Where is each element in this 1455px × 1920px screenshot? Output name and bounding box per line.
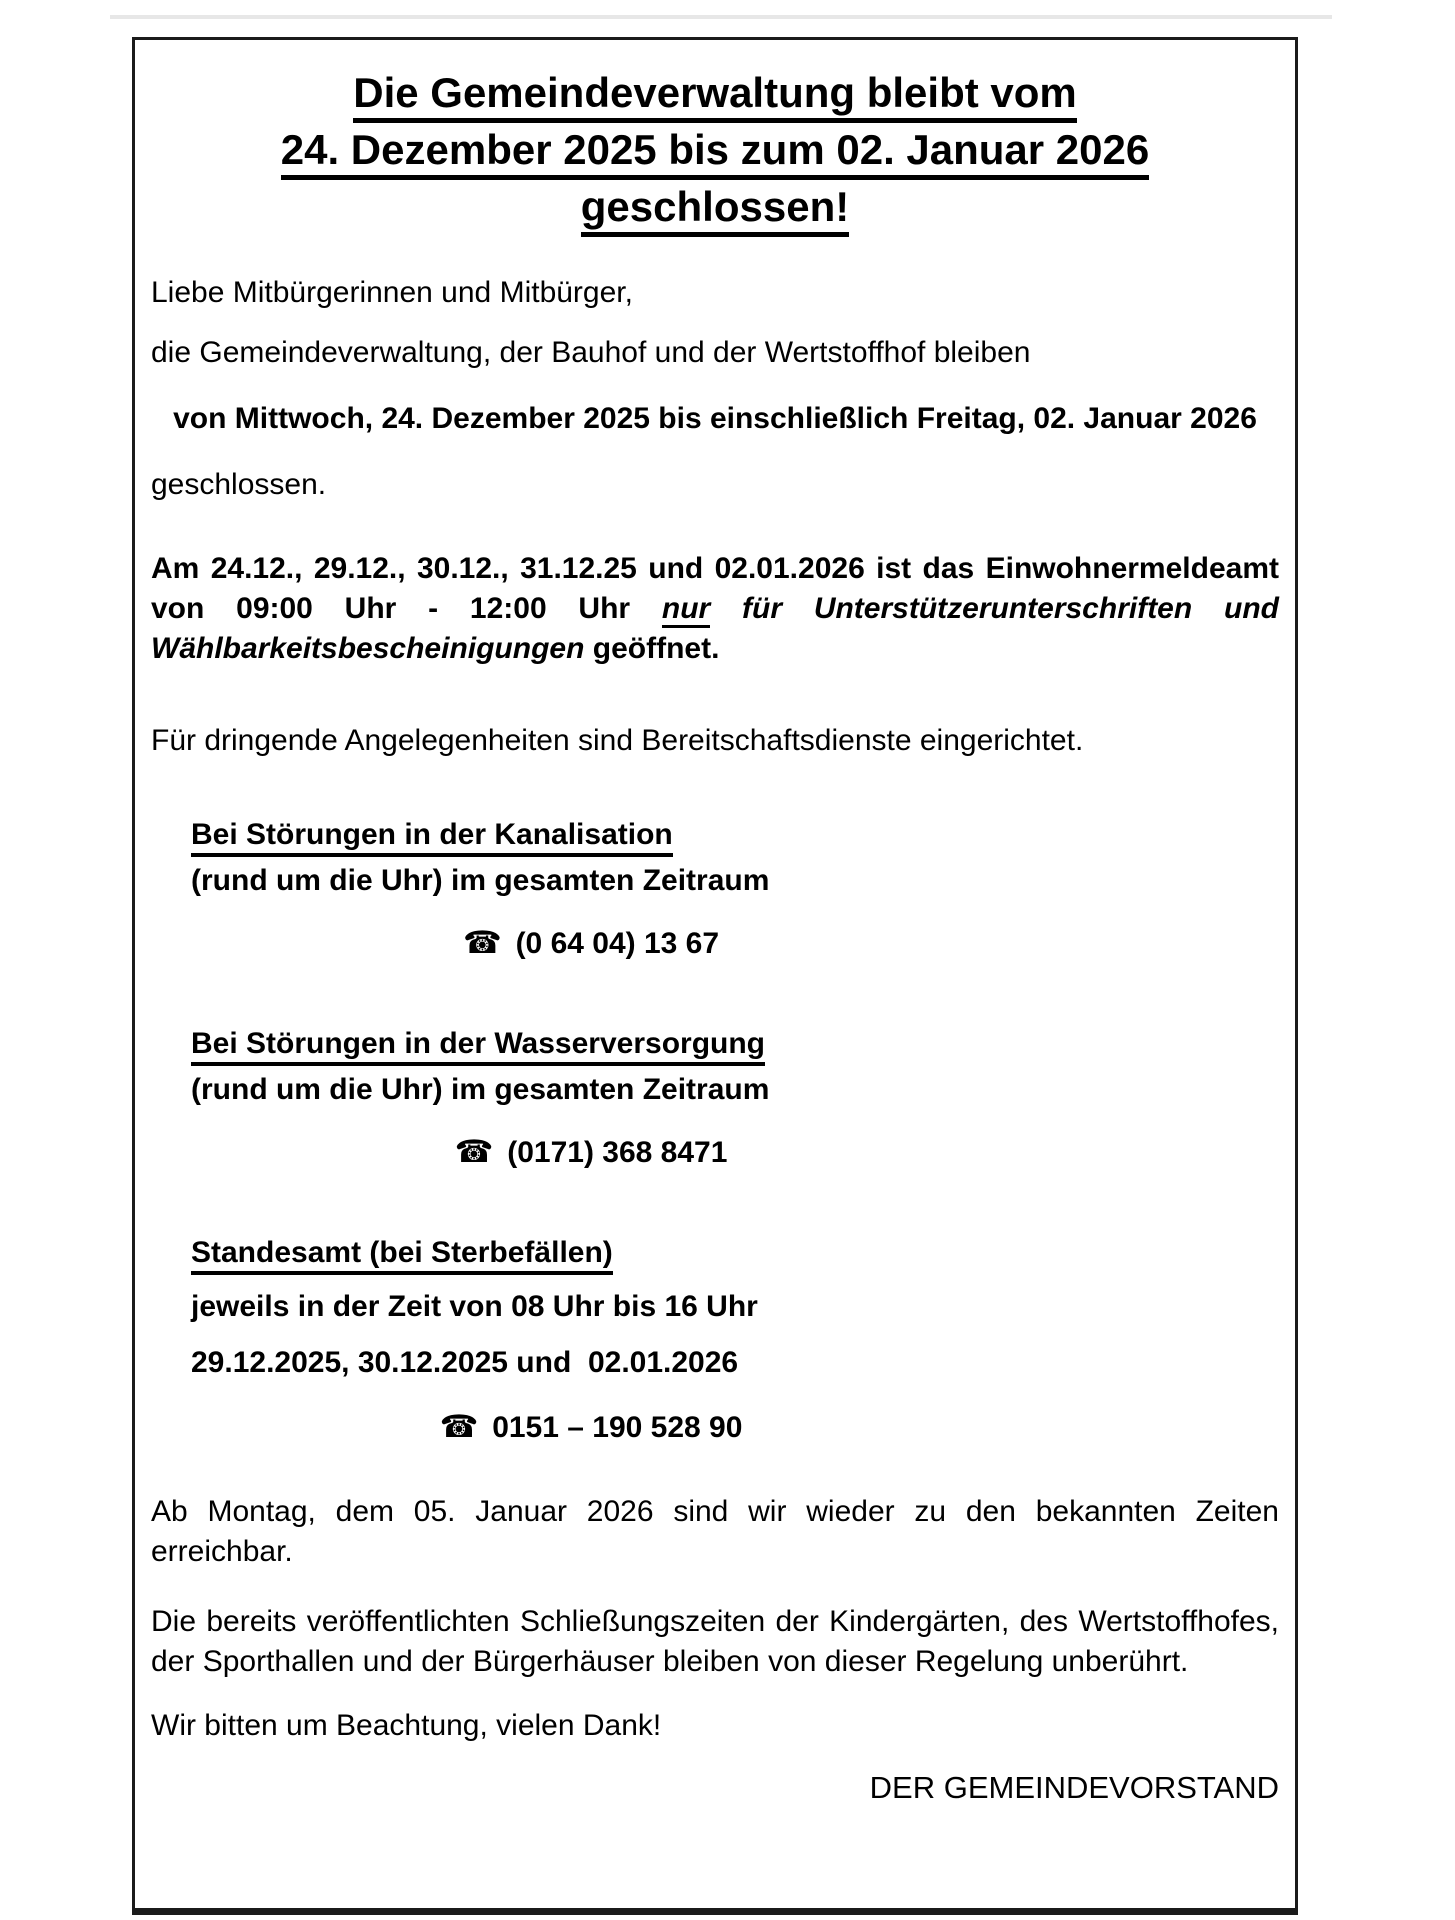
reopening-notice: Ab Montag, dem 05. Januar 2026 sind wir wieder zu den bekannten Zeiten erreichbar. [151, 1495, 1279, 1568]
meldeamt-services-emphasis: Unterstützerunterschriften und Wählbarkeitsbescheinigungen [151, 592, 1279, 665]
phone-line [191, 921, 991, 966]
closed-statement: geschlossen. [151, 468, 327, 501]
unaffected-services-notice: Die bereits veröffentlichten Schließungszeiten der Kindergärten, des Wertstoffhofes, der Sporthallen und der Bürgerhäuser bleiben von dieser Regelung unberührt. [151, 1605, 1279, 1678]
signature: DER GEMEINDEVORSTAND [869, 1770, 1279, 1805]
service-section-wasserversorgung [191, 1022, 991, 1175]
service-section-standesamt [191, 1231, 991, 1450]
notice-title [151, 64, 1279, 235]
service-subline: (rund um die Uhr) im gesamten Zeitraum [191, 1073, 770, 1106]
title-line-1: Die Gemeindeverwaltung bleibt vom [151, 64, 1279, 121]
phone-number: 0151 – 190 528 90 [492, 1411, 743, 1444]
telephone-icon: ☎ [462, 925, 502, 960]
service-subline: (rund um die Uhr) im gesamten Zeitraum [191, 864, 770, 897]
emergency-intro: Für dringende Angelegenheiten sind Bereitschaftsdienste eingerichtet. [151, 724, 1084, 757]
thanks-line: Wir bitten um Beachtung, vielen Dank! [151, 1709, 662, 1742]
notice-box [132, 37, 1298, 1915]
title-line-3: geschlossen! [151, 178, 1279, 235]
meldeamt-tail: geöffnet. [592, 632, 720, 665]
phone-line [191, 1130, 991, 1175]
telephone-icon: ☎ [454, 1134, 494, 1169]
closure-period: von Mittwoch, 24. Dezember 2025 bis einschließlich Freitag, 02. Januar 2026 [173, 402, 1257, 435]
phone-line [191, 1405, 991, 1450]
meldeamt-lead: Am 24.12., 29.12., 30.12., 31.12.25 und 02.01.2026 ist das Einwohnermeldeamt von 09:00 Uhr - 12:00 Uhr [151, 552, 1279, 625]
service-heading: Bei Störungen in der Kanalisation [191, 813, 991, 857]
telephone-icon: ☎ [439, 1409, 479, 1444]
phone-number: (0171) 368 8471 [507, 1136, 728, 1169]
service-heading: Bei Störungen in der Wasserversorgung [191, 1022, 991, 1066]
service-dates: 29.12.2025, 30.12.2025 und 02.01.2026 [191, 1346, 739, 1379]
top-divider [110, 15, 1332, 19]
meldeamt-nur-emphasis: nur [662, 592, 710, 628]
title-line-2: 24. Dezember 2025 bis zum 02. Januar 2026 [151, 121, 1279, 178]
service-heading: Standesamt (bei Sterbefällen) [191, 1231, 991, 1275]
phone-number: (0 64 04) 13 67 [515, 927, 720, 960]
service-hours: jeweils in der Zeit von 08 Uhr bis 16 Uhr [191, 1290, 758, 1323]
meldeamt-fuer: für [742, 592, 783, 625]
intro-text: die Gemeindeverwaltung, der Bauhof und der Wertstoffhof bleiben [151, 336, 1031, 369]
meldeamt-notice [151, 549, 1279, 669]
salutation: Liebe Mitbürgerinnen und Mitbürger, [151, 276, 633, 309]
service-section-kanalisation [191, 813, 991, 966]
